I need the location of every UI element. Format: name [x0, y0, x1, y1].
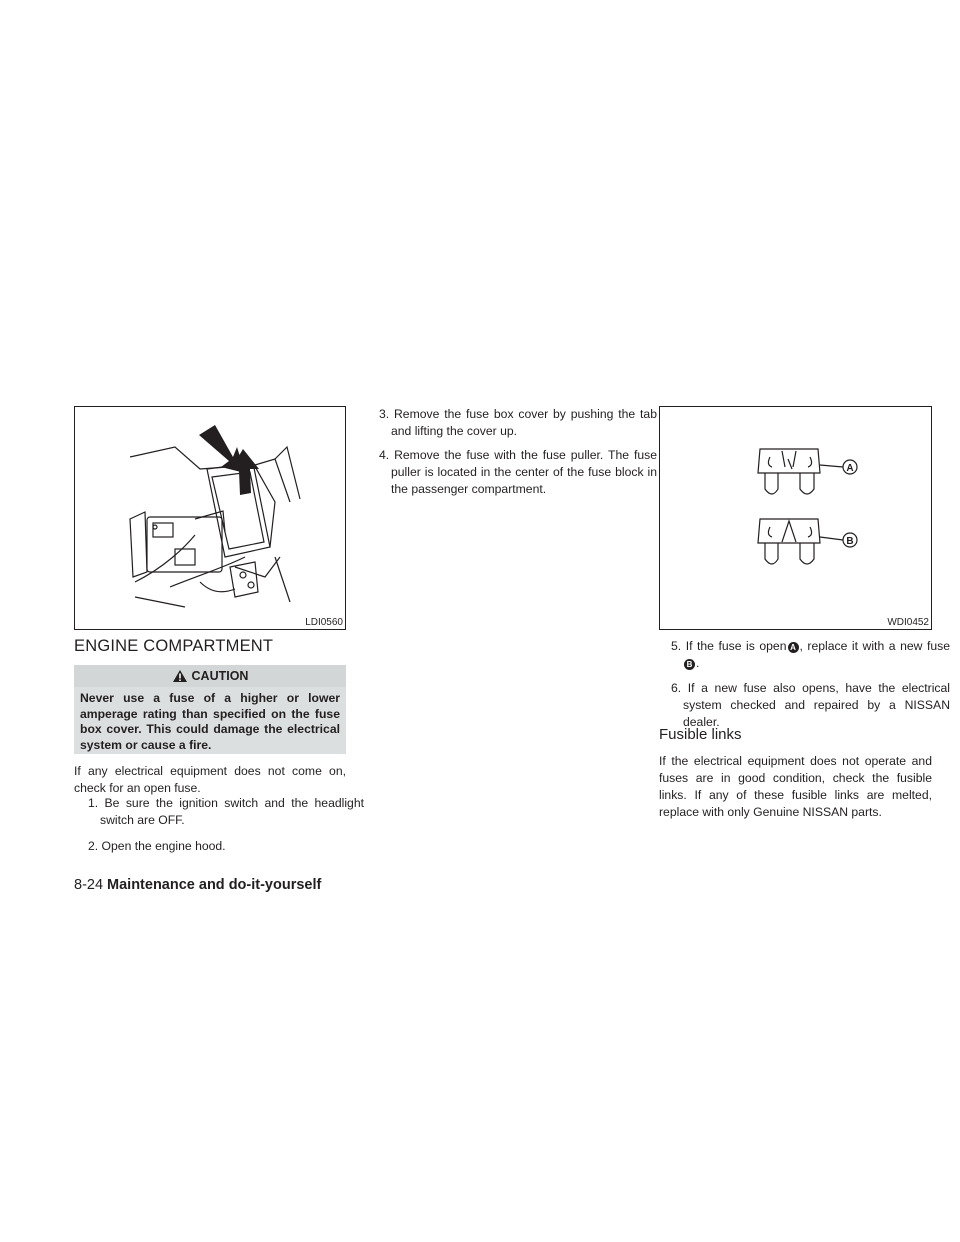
footer-section: Maintenance and do-it-yourself — [107, 877, 322, 893]
figure-code: LDI0560 — [305, 617, 343, 628]
step-2: 2. Open the engine hood. — [88, 839, 226, 853]
engine-compartment-illustration — [75, 407, 345, 629]
caution-header — [74, 665, 346, 687]
page-number: 8-24 — [74, 877, 104, 893]
step-5-text-mid: , replace it with a new fuse — [799, 639, 950, 653]
figure-code: WDI0452 — [887, 617, 929, 628]
page-footer — [74, 877, 321, 893]
callout-b: B — [846, 536, 854, 547]
step-5 — [665, 638, 950, 672]
fusible-links-paragraph: If the electrical equipment does not operate and fuses are in good condition, check the fusible links. If any of these fusible links are melted, replace with only Genuine NISSAN parts. — [659, 754, 932, 819]
intro-paragraph: If any electrical equipment does not come on, check for an open fuse. — [74, 764, 346, 795]
step-5-text-start: 5. If the fuse is open — [671, 639, 787, 653]
callout-b-icon: B — [684, 659, 695, 670]
section-title: ENGINE COMPARTMENT — [74, 637, 274, 655]
fusible-links-title: Fusible links — [659, 726, 742, 743]
callout-a-icon: A — [788, 642, 799, 653]
caution-box — [74, 665, 346, 754]
fuse-illustration — [660, 407, 931, 629]
step-6: 6. If a new fuse also opens, have the electrical system checked and repaired by a NISSAN dealer. — [671, 681, 950, 729]
warning-icon — [172, 669, 188, 683]
step-5-text-end: . — [696, 656, 700, 670]
step-3: 3. Remove the fuse box cover by pushing the tab and lifting the cover up. — [379, 407, 657, 438]
callout-a: A — [846, 463, 854, 474]
caution-title: CAUTION — [191, 669, 249, 683]
step-4: 4. Remove the fuse with the fuse puller. The fuse puller is located in the center of the fuse block in the passenger compartment. — [379, 448, 657, 496]
caution-text: Never use a fuse of a higher or lower amperage rating than specified on the fuse box cover. This could damage the electrical system or cause a fire. — [80, 691, 340, 752]
fuse-figure — [659, 406, 932, 630]
step-1: 1. Be sure the ignition switch and the headlight switch are OFF. — [88, 796, 364, 827]
engine-compartment-figure — [74, 406, 346, 630]
